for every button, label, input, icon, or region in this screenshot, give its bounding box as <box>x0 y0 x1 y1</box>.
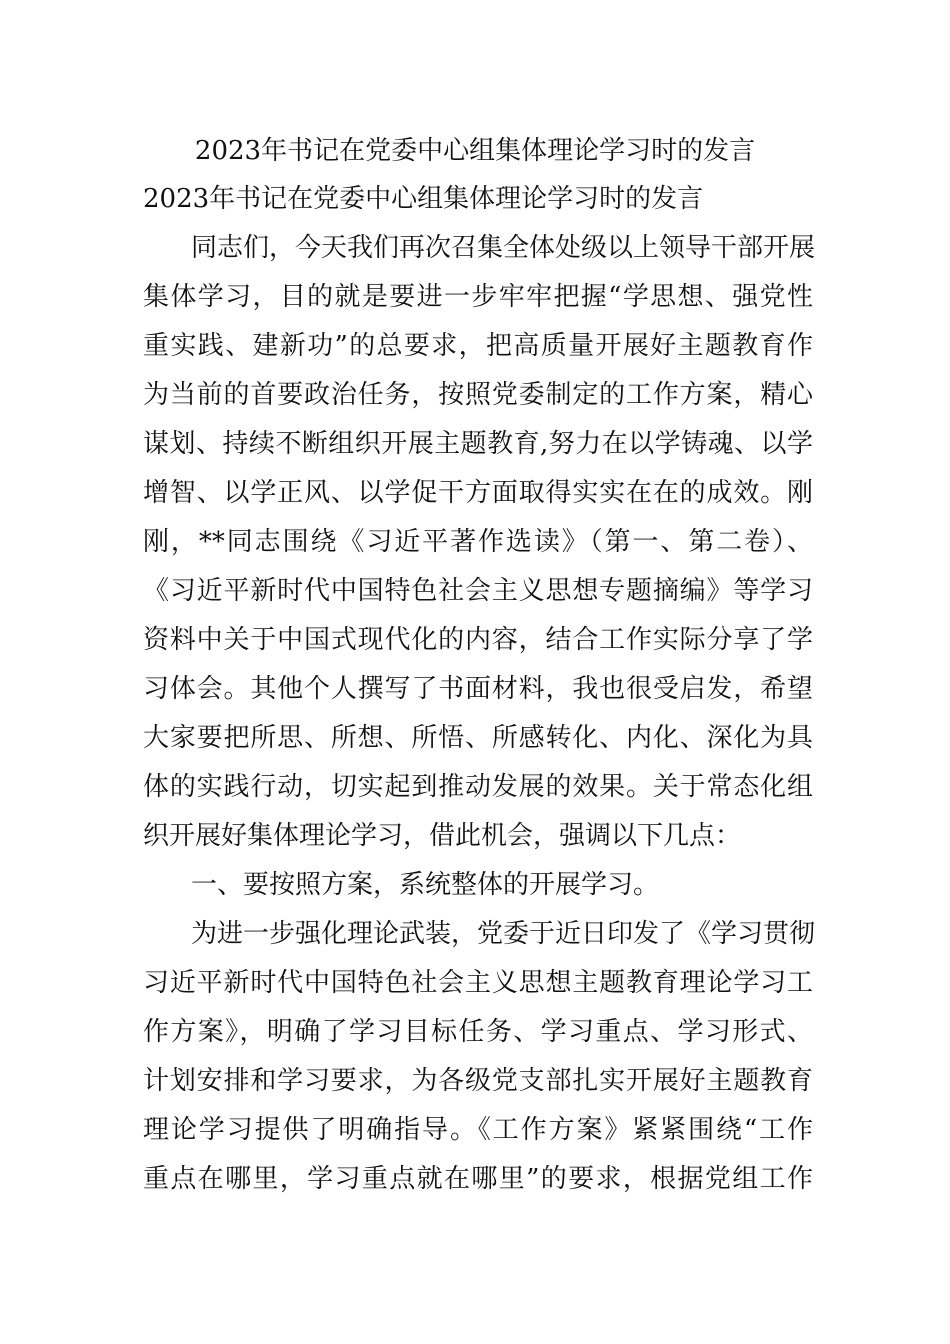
paragraph-line: 刚，**同志围绕《习近平著作选读》（第一、第二卷）、 <box>143 527 813 557</box>
paragraph-line: 为当前的首要政治任务，按照党委制定的工作方案，精心 <box>143 380 813 410</box>
paragraph-line: 同志们，今天我们再次召集全体处级以上领导干部开展 <box>191 233 816 263</box>
paragraph-line: 体的实践行动，切实起到推动发展的效果。关于常态化组 <box>143 772 813 802</box>
paragraph-line: 织开展好集体理论学习，借此机会，强调以下几点： <box>143 821 742 851</box>
paragraph-line: 《习近平新时代中国特色社会主义思想专题摘编》等学习 <box>143 576 813 606</box>
section-heading: 一、要按照方案，系统整体的开展学习。 <box>191 870 660 900</box>
paragraph-line: 习体会。其他个人撰写了书面材料，我也很受启发，希望 <box>143 674 813 704</box>
paragraph-line: 大家要把所思、所想、所悟、所感转化、内化、深化为具 <box>143 723 813 753</box>
paragraph-line: 习近平新时代中国特色社会主义思想主题教育理论学习工 <box>143 968 813 998</box>
paragraph-line: 谋划、持续不断组织开展主题教育,努力在以学铸魂、以学 <box>143 429 813 459</box>
paragraph-line: 增智、以学正风、以学促干方面取得实实在在的成效。刚 <box>143 478 813 508</box>
paragraph-line: 作方案》，明确了学习目标任务、学习重点、学习形式、 <box>143 1017 813 1047</box>
document-title: 2023年书记在党委中心组集体理论学习时的发言 <box>194 136 756 166</box>
paragraph-line: 重实践、建新功”的总要求，把高质量开展好主题教育作 <box>143 331 813 361</box>
paragraph-line: 资料中关于中国式现代化的内容，结合工作实际分享了学 <box>143 625 813 655</box>
paragraph-line: 理论学习提供了明确指导。《工作方案》紧紧围绕“工作 <box>143 1115 813 1145</box>
paragraph-line: 为进一步强化理论武装，党委于近日印发了《学习贯彻 <box>191 919 816 949</box>
document-subtitle: 2023年书记在党委中心组集体理论学习时的发言 <box>143 184 704 214</box>
paragraph-line: 重点在哪里，学习重点就在哪里”的要求，根据党组工作 <box>143 1164 813 1194</box>
paragraph-line: 计划安排和学习要求，为各级党支部扎实开展好主题教育 <box>143 1066 813 1096</box>
paragraph-line: 集体学习，目的就是要进一步牢牢把握“学思想、强党性 <box>143 282 813 312</box>
